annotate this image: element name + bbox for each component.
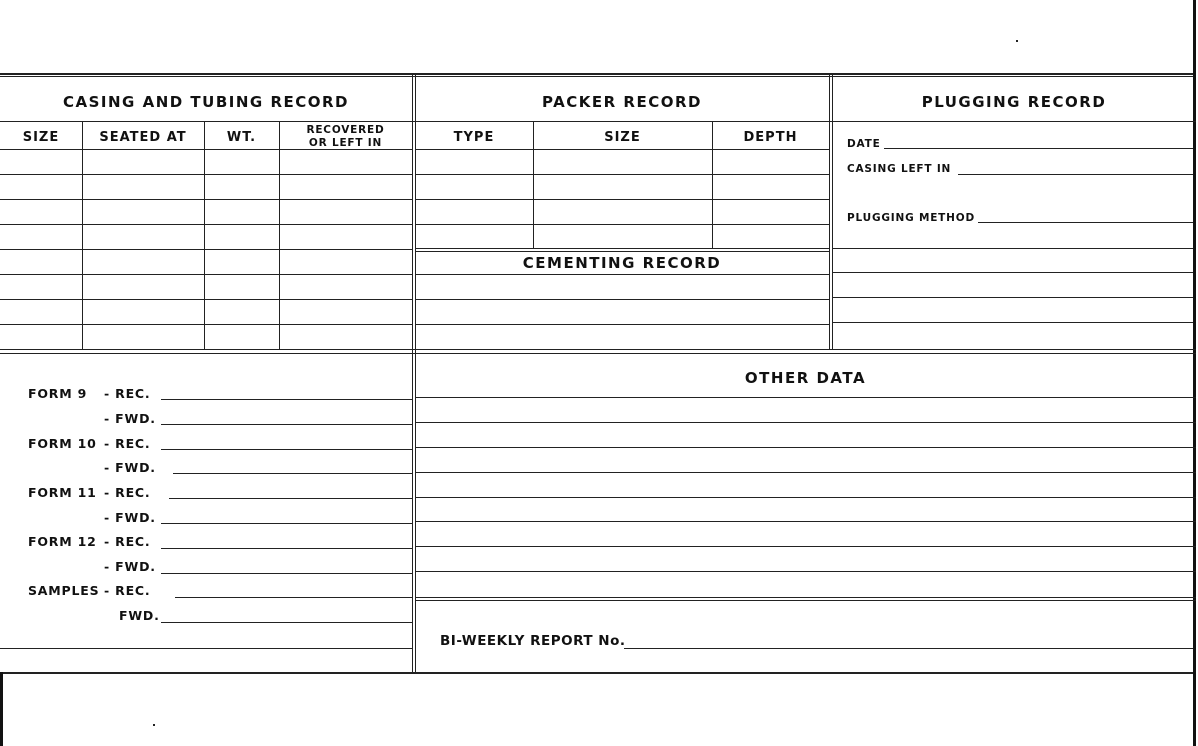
form-action: - REC. [104, 534, 151, 549]
casing-col-wt: WT. [226, 130, 257, 145]
biweekly-field[interactable] [624, 648, 1193, 649]
form-name: FORM 10 [28, 436, 97, 451]
cementing-title: CEMENTING RECORD [522, 254, 722, 272]
form-action: - FWD. [104, 559, 156, 574]
form-11-fwd-field[interactable] [161, 523, 412, 524]
form-action: FWD. [119, 608, 160, 623]
form-action: - REC. [104, 386, 151, 401]
form-name: FORM 12 [28, 534, 97, 549]
casing-col-size: SIZE [22, 130, 60, 145]
biweekly-label: BI-WEEKLY REPORT No. [440, 633, 626, 649]
packer-title: PACKER RECORD [542, 93, 702, 111]
plugging-date-label: DATE [847, 138, 881, 150]
casing-col-recovered [279, 124, 412, 150]
form-12-rec-field[interactable] [161, 548, 412, 549]
packer-col-size: SIZE [604, 130, 641, 145]
plugging-casing-left-field[interactable] [958, 174, 1193, 175]
plugging-method-field[interactable] [978, 222, 1193, 223]
form-9-fwd-field[interactable] [161, 424, 412, 425]
form-action: - REC. [104, 485, 151, 500]
other-data-title: OTHER DATA [744, 369, 867, 387]
form-action: - FWD. [104, 510, 156, 525]
form-9-rec-field[interactable] [161, 399, 412, 400]
form-action: - REC. [104, 436, 151, 451]
plugging-casing-left-label: CASING LEFT IN [847, 163, 952, 175]
form-10-fwd-field[interactable] [173, 473, 412, 474]
packer-col-type: TYPE [453, 130, 495, 145]
form-name: SAMPLES [28, 583, 100, 598]
scan-speck [1016, 40, 1018, 42]
samples-fwd-field[interactable] [161, 622, 412, 623]
packer-col-depth: DEPTH [743, 130, 798, 145]
plugging-method-label: PLUGGING METHOD [847, 212, 975, 224]
casing-title: CASING AND TUBING RECORD [63, 93, 349, 111]
form-12-fwd-field[interactable] [161, 573, 412, 574]
plugging-date-field[interactable] [884, 148, 1193, 149]
form-action: - FWD. [104, 411, 156, 426]
form-name: FORM 9 [28, 386, 88, 401]
form-name: FORM 11 [28, 485, 97, 500]
casing-col-seated-at: SEATED AT [99, 130, 187, 145]
plugging-title: PLUGGING RECORD [921, 93, 1107, 111]
casing-col-recovered-line2: OR LEFT IN [308, 137, 383, 149]
samples-rec-field[interactable] [175, 597, 412, 598]
scan-speck [153, 724, 155, 726]
form-11-rec-field[interactable] [169, 498, 412, 499]
form-action: - FWD. [104, 460, 156, 475]
form-10-rec-field[interactable] [161, 449, 412, 450]
form-action: - REC. [104, 583, 151, 598]
casing-col-recovered-line1: RECOVERED [306, 124, 385, 136]
